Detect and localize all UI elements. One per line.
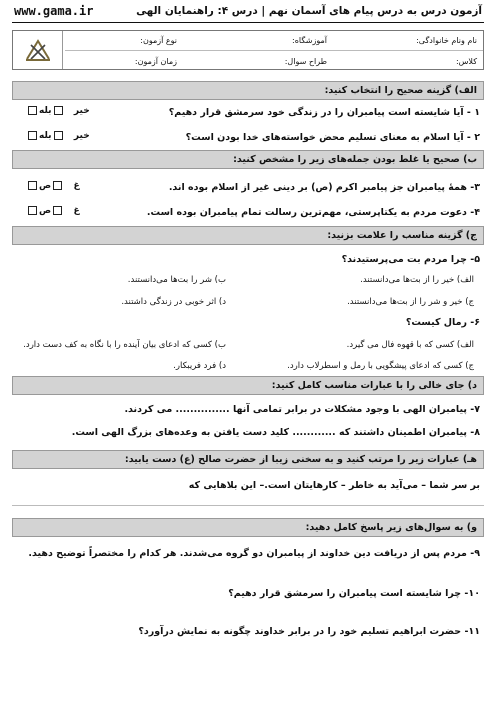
q4-true-label: ص — [39, 206, 52, 216]
q3-false-checkbox[interactable] — [28, 181, 37, 190]
question-2: ۲ - آیا اسلام به معنای تسلیم محض خواسته‌های خدا بودن است؟ — [185, 132, 480, 143]
section-h-header: هـ) عبارات زیر را مرتب کنید و به سخنی زیبا از حضرت صالح (ع) دست یابید: — [12, 450, 484, 469]
designer-field[interactable]: طراح سوال: — [284, 56, 327, 66]
header-divider — [12, 22, 484, 23]
q3-choices — [26, 181, 80, 191]
q6-option-a[interactable]: الف) کسی که با قهوه فال می گیرد. — [346, 340, 474, 350]
info-row-1 — [65, 31, 483, 51]
name-field[interactable]: نام ونام خانوادگی: — [416, 36, 477, 45]
q6-option-d[interactable]: د) فرد فریبکار. — [173, 361, 226, 371]
question-9: ۹- مردم پس از دریافت دین خداوند از پیامبران دو گروه می‌شدند. هر کدام را مختصراً توضیح دهید. — [28, 548, 480, 559]
page-title: آزمون درس به درس پیام های آسمان نهم | درس ۴: راهنمایان الهی — [136, 5, 482, 17]
q1-no-checkbox[interactable] — [28, 106, 37, 115]
student-info-box — [12, 30, 484, 70]
q1-no-label: خیر — [73, 106, 90, 116]
section-d-header: د) جای خالی را با عبارات مناسب کامل کنید: — [12, 376, 484, 395]
question-1: ۱ - آیا شایسته است پیامبران را در زندگی خود سرمشق قرار دهیم؟ — [168, 107, 480, 118]
scramble-phrases: بر سر شما – می‌آید به خاطر – کارهایتان است.– این بلاهایی که — [188, 480, 480, 491]
info-row-2 — [65, 51, 483, 71]
q5-option-c[interactable]: ج) خیر و شر را از بت‌ها می‌دانستند. — [347, 297, 474, 307]
q1-yes-label: بله — [39, 106, 52, 116]
school-field[interactable]: آموزشگاه: — [292, 36, 327, 45]
q3-true-label: ص — [39, 181, 52, 191]
question-7: ۷- پیامبران الهی با وجود مشکلات در برابر تمامی آنها ............... می کردند. — [124, 404, 480, 415]
q4-choices — [26, 206, 80, 216]
logo-icon — [13, 31, 63, 69]
q5-option-b[interactable]: ب) شر را بت‌ها می‌دانستند. — [127, 275, 226, 285]
class-field[interactable]: کلاس: — [455, 56, 477, 66]
section-c-header: ج) گزینه مناسب را علامت بزنید: — [12, 226, 484, 245]
q2-choices — [26, 131, 90, 141]
q5-option-a[interactable]: الف) خیر را از بت‌ها می‌دانستند. — [360, 275, 474, 285]
question-5: ۵- چرا مردم بت می‌پرستیدند؟ — [341, 254, 480, 265]
site-url[interactable]: www.gama.ir — [14, 4, 94, 18]
question-10: ۱۰- چرا شایسته است پیامبران را سرمشق قرار دهیم؟ — [228, 588, 480, 599]
exam-type-field[interactable]: نوع آزمون: — [140, 36, 177, 45]
q6-option-b[interactable]: ب) کسی که ادعای بیان آینده را با نگاه به کف دست دارد. — [23, 340, 226, 350]
q2-no-label: خیر — [73, 131, 90, 141]
q4-false-label: غ — [73, 206, 80, 216]
q1-choices — [26, 106, 90, 116]
question-4: ۴- دعوت مردم به یکتاپرستی، مهم‌ترین رسالت تمام پیامبران بوده است. — [146, 207, 480, 218]
section-a-header: الف) گزینه صحیح را انتخاب کنید: — [12, 81, 484, 100]
question-8: ۸- پیامبران اطمینان داشتند که ............ کلید دست یافتن به وعده‌های بزرگ الهی است. — [71, 427, 480, 438]
section-b-header: ب) صحیح یا غلط بودن جمله‌های زیر را مشخص کنید: — [12, 150, 484, 169]
q1-yes-checkbox[interactable] — [54, 106, 63, 115]
q2-yes-checkbox[interactable] — [54, 131, 63, 140]
q3-false-label: غ — [73, 181, 80, 191]
q4-true-checkbox[interactable] — [53, 206, 62, 215]
q6-option-c[interactable]: ج) کسی که ادعای پیشگویی با رمل و اسطرلاب دارد. — [287, 361, 474, 371]
q5-option-d[interactable]: د) اثر خوبی در زندگی داشتند. — [121, 297, 226, 307]
exam-time-field[interactable]: زمان آزمون: — [134, 56, 177, 66]
q2-yes-label: بله — [39, 131, 52, 141]
question-11: ۱۱- حضرت ابراهیم تسلیم خود را در برابر خداوند چگونه به نمایش درآورد؟ — [138, 626, 480, 637]
question-6: ۶- رمال کیست؟ — [405, 317, 480, 328]
q3-true-checkbox[interactable] — [53, 181, 62, 190]
divider — [12, 505, 484, 506]
q2-no-checkbox[interactable] — [28, 131, 37, 140]
q4-false-checkbox[interactable] — [28, 206, 37, 215]
question-3: ۳- همهٔ پیامبران جز پیامبر اکرم (ص) بر دینی غیر از اسلام بوده اند. — [168, 182, 480, 193]
section-v-header: و) به سوال‌های زیر پاسخ کامل دهید: — [12, 518, 484, 537]
